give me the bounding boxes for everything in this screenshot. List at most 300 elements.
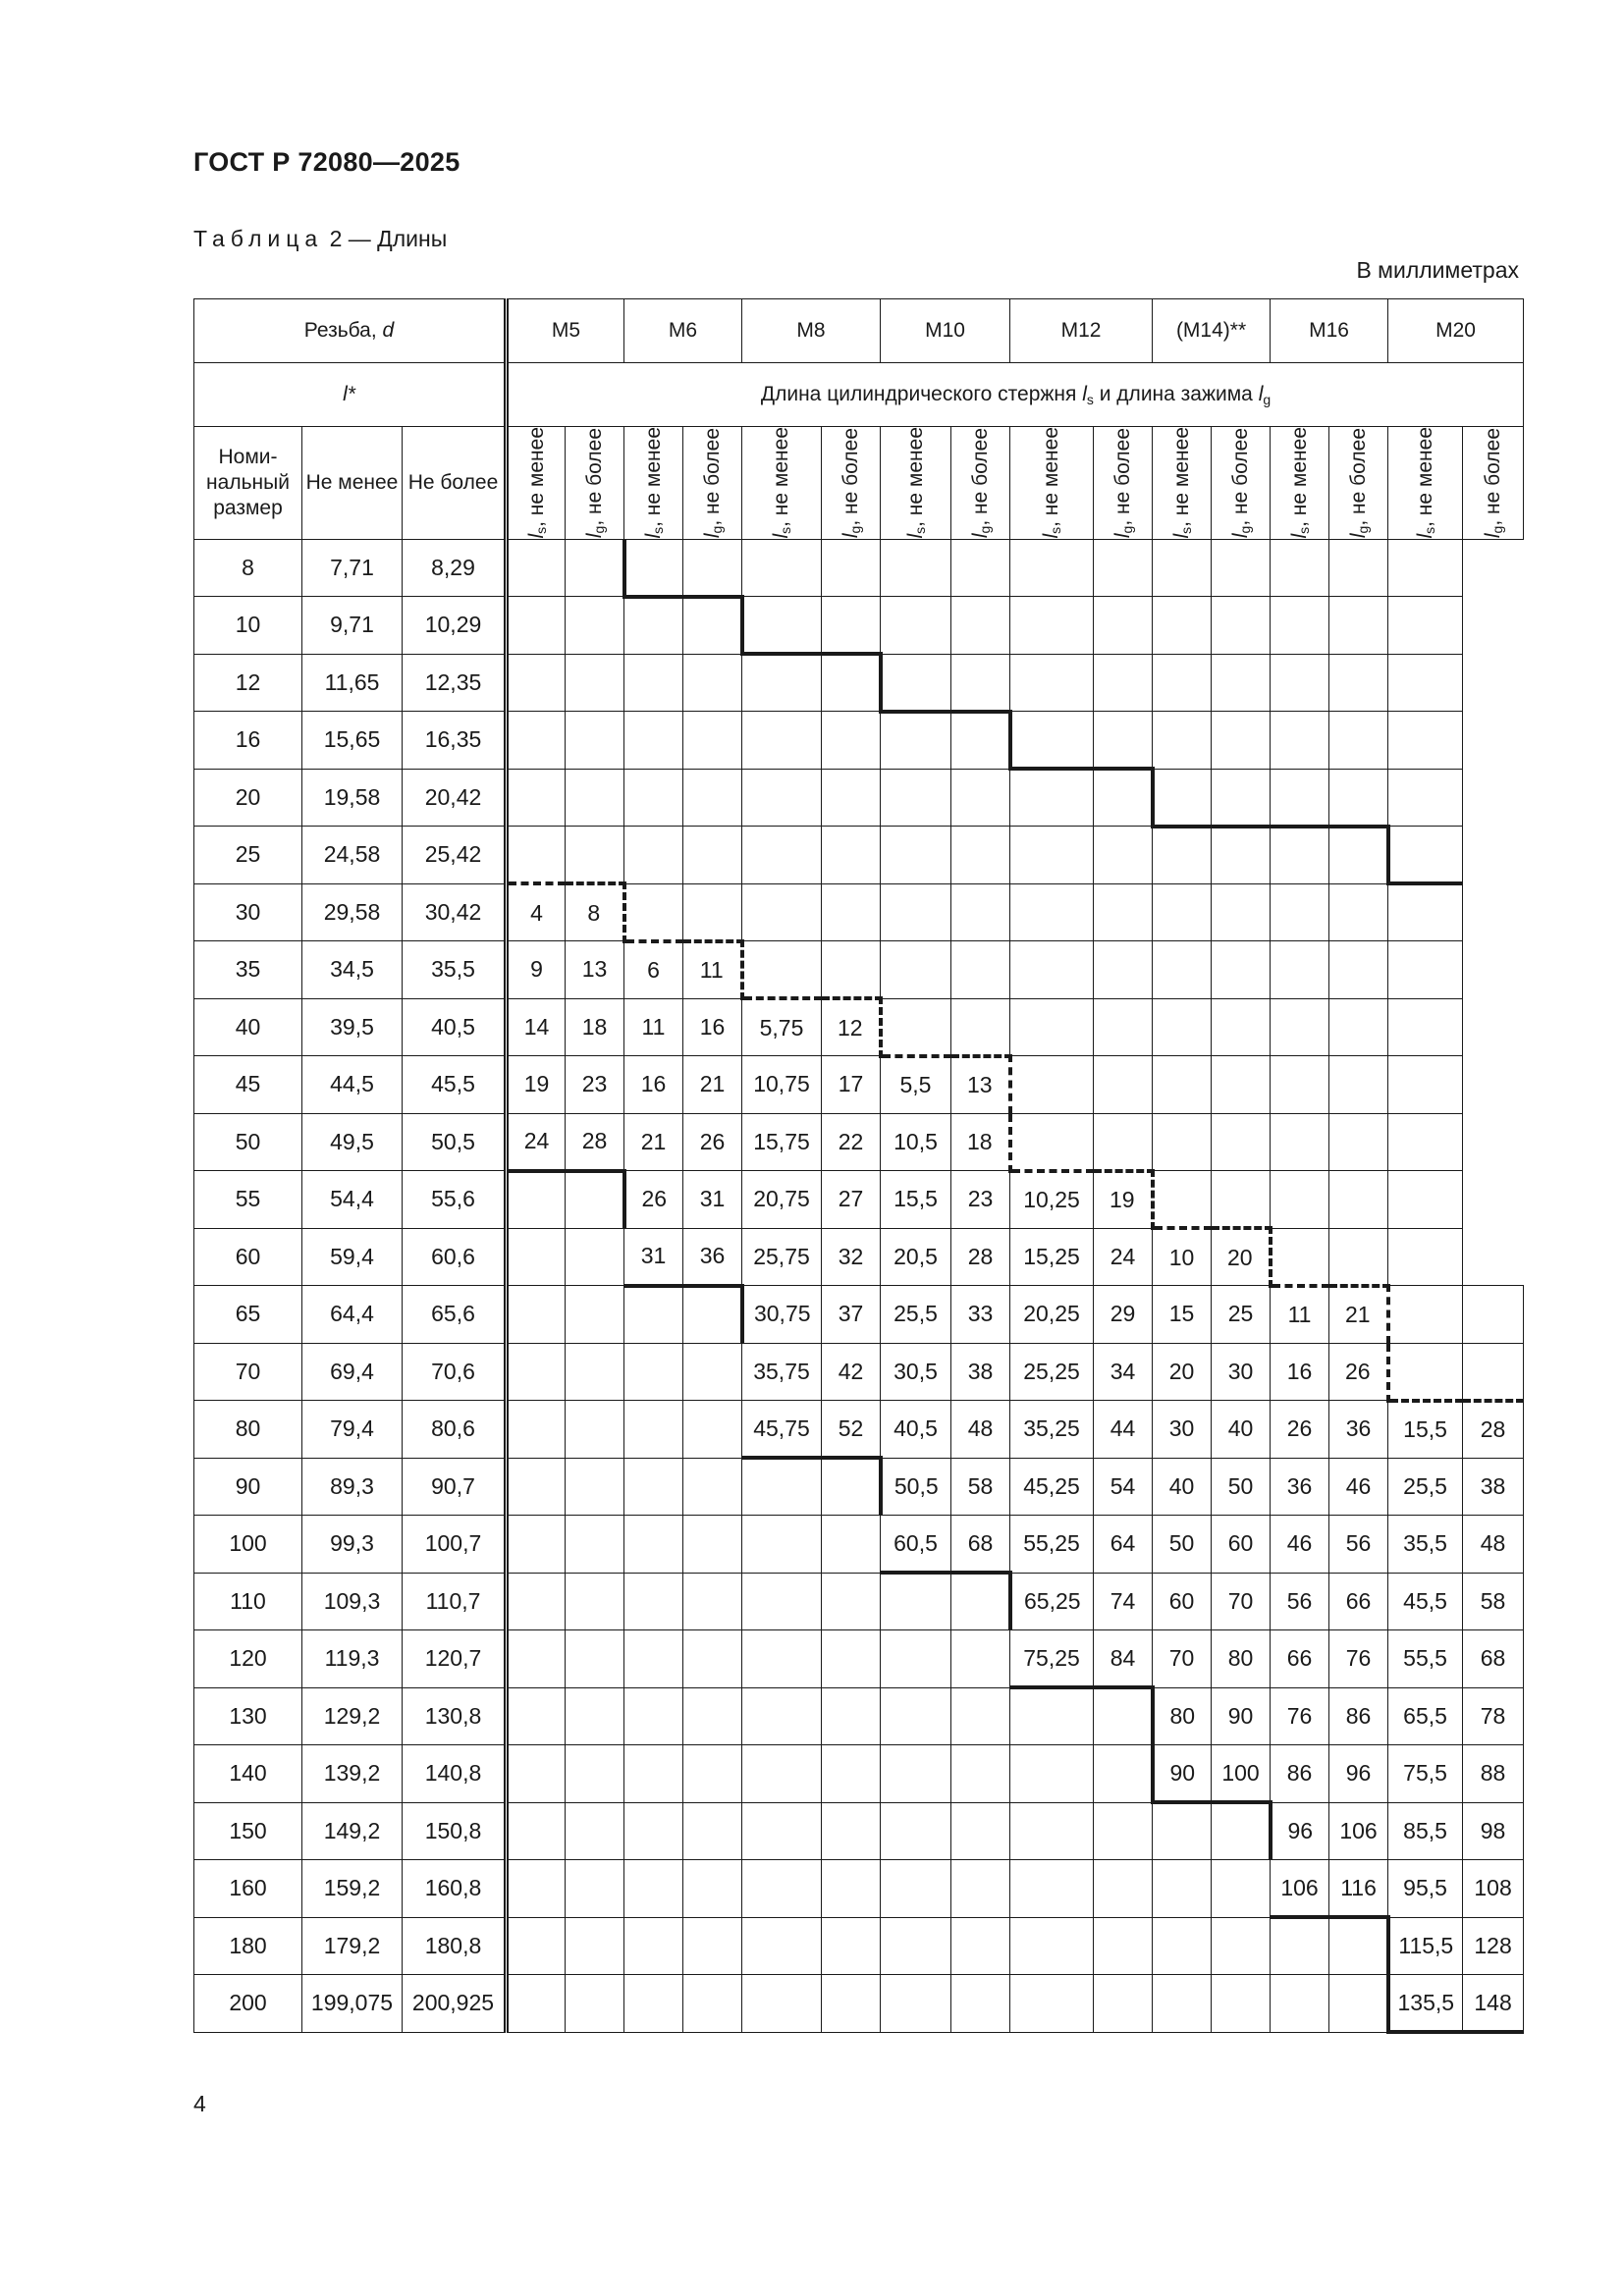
value-cell: 50,5 xyxy=(881,1458,951,1516)
length-cell: 34,5 xyxy=(302,941,403,999)
value-cell xyxy=(624,1917,683,1975)
value-cell: 10,5 xyxy=(881,1113,951,1171)
value-cell xyxy=(1463,1286,1524,1344)
value-cell xyxy=(881,1917,951,1975)
value-cell: 16 xyxy=(1271,1343,1329,1401)
value-cell: 60 xyxy=(1153,1573,1212,1630)
value-cell xyxy=(683,769,742,827)
table-row xyxy=(194,1228,1524,1286)
value-cell xyxy=(1153,998,1212,1056)
length-cell: 20 xyxy=(194,769,302,827)
length-cell: 55,6 xyxy=(403,1171,507,1229)
value-cell xyxy=(1094,1687,1153,1745)
table-row xyxy=(194,654,1524,712)
size-header: M12 xyxy=(1010,299,1153,363)
value-cell xyxy=(683,1917,742,1975)
value-cell xyxy=(1010,1056,1094,1114)
value-cell xyxy=(624,1401,683,1459)
value-cell xyxy=(1010,1802,1094,1860)
ls-min-header: $l_s$, не менее xyxy=(1271,427,1329,540)
value-cell: 55,5 xyxy=(1388,1630,1463,1688)
value-cell xyxy=(1010,1860,1094,1918)
value-cell xyxy=(566,712,624,770)
value-cell xyxy=(507,1860,566,1918)
table-row xyxy=(194,539,1524,597)
lg-max-header: $l_g$, не более xyxy=(683,427,742,540)
length-cell: 100,7 xyxy=(403,1516,507,1574)
length-cell: 40 xyxy=(194,998,302,1056)
value-cell xyxy=(742,1860,822,1918)
value-cell xyxy=(1329,941,1388,999)
value-cell xyxy=(1153,1171,1212,1229)
value-cell xyxy=(683,1573,742,1630)
value-cell: 38 xyxy=(951,1343,1010,1401)
page-number: 4 xyxy=(193,2091,206,2116)
value-cell: 96 xyxy=(1271,1802,1329,1860)
value-cell xyxy=(742,712,822,770)
value-cell: 10,25 xyxy=(1010,1171,1094,1229)
value-cell xyxy=(881,769,951,827)
value-cell: 16 xyxy=(683,998,742,1056)
value-cell: 55,25 xyxy=(1010,1516,1094,1574)
value-cell: 36 xyxy=(683,1228,742,1286)
value-cell xyxy=(1010,1975,1094,2033)
length-cell: 69,4 xyxy=(302,1343,403,1401)
value-cell: 12 xyxy=(822,998,881,1056)
value-cell xyxy=(742,1975,822,2033)
length-cell: 179,2 xyxy=(302,1917,403,1975)
length-cell: 90,7 xyxy=(403,1458,507,1516)
value-cell xyxy=(1153,1056,1212,1114)
value-cell xyxy=(1212,1860,1271,1918)
value-cell xyxy=(1212,654,1271,712)
value-cell xyxy=(566,1573,624,1630)
value-cell: 80 xyxy=(1212,1630,1271,1688)
value-cell xyxy=(742,1458,822,1516)
value-cell xyxy=(742,1687,822,1745)
value-cell: 106 xyxy=(1271,1860,1329,1918)
value-cell xyxy=(566,827,624,884)
ls-min-header: $l_s$, не менее xyxy=(881,427,951,540)
table-row xyxy=(194,712,1524,770)
value-cell xyxy=(742,654,822,712)
value-cell: 15,75 xyxy=(742,1113,822,1171)
value-cell: 26 xyxy=(624,1171,683,1229)
value-cell xyxy=(624,712,683,770)
table-row xyxy=(194,827,1524,884)
value-cell xyxy=(822,1687,881,1745)
value-cell xyxy=(1153,539,1212,597)
value-cell: 32 xyxy=(822,1228,881,1286)
value-cell xyxy=(742,1917,822,1975)
length-title: Длина цилиндрического стержня $l_s$ и длина зажима $l_g$ xyxy=(507,363,1524,427)
length-cell: 10,29 xyxy=(403,597,507,655)
value-cell xyxy=(1010,1113,1094,1171)
l-header: l* xyxy=(194,363,507,427)
table-row xyxy=(194,1975,1524,2033)
value-cell: 96 xyxy=(1329,1745,1388,1803)
value-cell: 33 xyxy=(951,1286,1010,1344)
value-cell xyxy=(1388,654,1463,712)
value-cell: 86 xyxy=(1329,1687,1388,1745)
ls-min-header: $l_s$, не менее xyxy=(742,427,822,540)
value-cell xyxy=(624,1860,683,1918)
value-cell xyxy=(1094,998,1153,1056)
value-cell xyxy=(566,1516,624,1574)
value-cell: 108 xyxy=(1463,1860,1524,1918)
value-cell xyxy=(1094,827,1153,884)
length-cell: 11,65 xyxy=(302,654,403,712)
length-cell: 80,6 xyxy=(403,1401,507,1459)
value-cell xyxy=(624,1286,683,1344)
value-cell xyxy=(742,1516,822,1574)
value-cell xyxy=(881,827,951,884)
value-cell: 58 xyxy=(951,1458,1010,1516)
value-cell xyxy=(742,1573,822,1630)
value-cell xyxy=(1212,712,1271,770)
value-cell xyxy=(1153,1860,1212,1918)
length-cell: 200 xyxy=(194,1975,302,2033)
value-cell: 21 xyxy=(624,1113,683,1171)
lg-max-header: $l_g$, не более xyxy=(566,427,624,540)
value-cell: 18 xyxy=(566,998,624,1056)
value-cell xyxy=(566,539,624,597)
length-cell: 30 xyxy=(194,883,302,941)
value-cell: 66 xyxy=(1329,1573,1388,1630)
table-row xyxy=(194,1745,1524,1803)
value-cell xyxy=(566,1458,624,1516)
value-cell: 17 xyxy=(822,1056,881,1114)
value-cell xyxy=(624,597,683,655)
value-cell xyxy=(1271,1056,1329,1114)
value-cell xyxy=(624,654,683,712)
value-cell xyxy=(624,1516,683,1574)
value-cell: 74 xyxy=(1094,1573,1153,1630)
value-cell: 148 xyxy=(1463,1975,1524,2033)
value-cell xyxy=(1271,1917,1329,1975)
value-cell xyxy=(1094,1860,1153,1918)
value-cell xyxy=(1094,1975,1153,2033)
value-cell xyxy=(881,1975,951,2033)
value-cell: 40 xyxy=(1153,1458,1212,1516)
length-cell: 20,42 xyxy=(403,769,507,827)
value-cell xyxy=(507,1286,566,1344)
value-cell xyxy=(1010,712,1094,770)
value-cell xyxy=(822,1975,881,2033)
value-cell xyxy=(1271,769,1329,827)
length-cell: 120 xyxy=(194,1630,302,1688)
value-cell: 88 xyxy=(1463,1745,1524,1803)
value-cell xyxy=(624,1343,683,1401)
ls-min-header: $l_s$, не менее xyxy=(624,427,683,540)
value-cell xyxy=(1010,941,1094,999)
value-cell: 25 xyxy=(1212,1286,1271,1344)
value-cell xyxy=(1094,941,1153,999)
value-cell xyxy=(507,769,566,827)
value-cell xyxy=(1329,539,1388,597)
value-cell xyxy=(1388,883,1463,941)
lg-max-header: $l_g$, не более xyxy=(951,427,1010,540)
length-cell: 49,5 xyxy=(302,1113,403,1171)
value-cell xyxy=(881,941,951,999)
value-cell xyxy=(566,1228,624,1286)
value-cell xyxy=(1329,1228,1388,1286)
value-cell xyxy=(507,827,566,884)
value-cell: 30,75 xyxy=(742,1286,822,1344)
length-cell: 60 xyxy=(194,1228,302,1286)
length-cell: 60,6 xyxy=(403,1228,507,1286)
value-cell xyxy=(507,1975,566,2033)
value-cell xyxy=(951,539,1010,597)
value-cell: 90 xyxy=(1212,1687,1271,1745)
table-row xyxy=(194,1917,1524,1975)
length-cell: 200,925 xyxy=(403,1975,507,2033)
value-cell xyxy=(1271,941,1329,999)
value-cell xyxy=(507,654,566,712)
ls-min-header: $l_s$, не менее xyxy=(1153,427,1212,540)
value-cell xyxy=(822,1458,881,1516)
length-cell: 16,35 xyxy=(403,712,507,770)
value-cell xyxy=(822,1573,881,1630)
value-cell xyxy=(1329,712,1388,770)
value-cell: 66 xyxy=(1271,1630,1329,1688)
value-cell xyxy=(951,1573,1010,1630)
units-label: В миллиметрах xyxy=(1356,257,1519,283)
value-cell xyxy=(1212,539,1271,597)
table-row xyxy=(194,883,1524,941)
length-cell: 50,5 xyxy=(403,1113,507,1171)
value-cell: 40,5 xyxy=(881,1401,951,1459)
value-cell xyxy=(1010,1687,1094,1745)
value-cell xyxy=(1153,654,1212,712)
value-cell: 90 xyxy=(1153,1745,1212,1803)
value-cell: 15,5 xyxy=(1388,1401,1463,1459)
ls-min-header: $l_s$, не менее xyxy=(1388,427,1463,540)
value-cell xyxy=(1153,712,1212,770)
length-cell: 35,5 xyxy=(403,941,507,999)
value-cell: 21 xyxy=(683,1056,742,1114)
length-cell: 29,58 xyxy=(302,883,403,941)
value-cell: 50 xyxy=(1153,1516,1212,1574)
value-cell xyxy=(951,1802,1010,1860)
value-cell xyxy=(1212,883,1271,941)
value-cell: 25,5 xyxy=(881,1286,951,1344)
size-header: M20 xyxy=(1388,299,1524,363)
lg-max-header: $l_g$, не более xyxy=(1463,427,1524,540)
col-min: Не менее xyxy=(302,427,403,540)
value-cell: 48 xyxy=(951,1401,1010,1459)
value-cell: 75,25 xyxy=(1010,1630,1094,1688)
document-title: ГОСТ Р 72080—2025 xyxy=(193,147,460,177)
value-cell xyxy=(683,1802,742,1860)
table-row xyxy=(194,1401,1524,1459)
length-cell: 150,8 xyxy=(403,1802,507,1860)
value-cell: 24 xyxy=(507,1113,566,1171)
value-cell: 23 xyxy=(566,1056,624,1114)
value-cell xyxy=(683,1516,742,1574)
value-cell xyxy=(1388,1113,1463,1171)
value-cell: 45,5 xyxy=(1388,1573,1463,1630)
value-cell: 28 xyxy=(566,1113,624,1171)
value-cell xyxy=(507,1171,566,1229)
value-cell: 70 xyxy=(1153,1630,1212,1688)
value-cell xyxy=(1094,539,1153,597)
table-row xyxy=(194,1573,1524,1630)
value-cell xyxy=(742,941,822,999)
value-cell xyxy=(1271,1171,1329,1229)
value-cell: 26 xyxy=(1271,1401,1329,1459)
value-cell xyxy=(742,597,822,655)
value-cell xyxy=(1010,654,1094,712)
value-cell: 24 xyxy=(1094,1228,1153,1286)
table-row xyxy=(194,998,1524,1056)
value-cell xyxy=(1010,597,1094,655)
value-cell xyxy=(822,1860,881,1918)
value-cell xyxy=(1212,597,1271,655)
value-cell: 34 xyxy=(1094,1343,1153,1401)
value-cell xyxy=(683,654,742,712)
value-cell xyxy=(507,1516,566,1574)
length-cell: 149,2 xyxy=(302,1802,403,1860)
value-cell: 78 xyxy=(1463,1687,1524,1745)
value-cell xyxy=(507,1228,566,1286)
table-row xyxy=(194,1516,1524,1574)
value-cell xyxy=(1153,827,1212,884)
value-cell xyxy=(822,1745,881,1803)
length-cell: 150 xyxy=(194,1802,302,1860)
value-cell xyxy=(951,597,1010,655)
value-cell xyxy=(624,827,683,884)
value-cell: 25,75 xyxy=(742,1228,822,1286)
value-cell: 70 xyxy=(1212,1573,1271,1630)
length-cell: 54,4 xyxy=(302,1171,403,1229)
value-cell xyxy=(822,941,881,999)
value-cell: 10 xyxy=(1153,1228,1212,1286)
value-cell xyxy=(1271,1113,1329,1171)
value-cell: 11 xyxy=(683,941,742,999)
value-cell: 95,5 xyxy=(1388,1860,1463,1918)
table-row xyxy=(194,1286,1524,1344)
value-cell: 20 xyxy=(1153,1343,1212,1401)
value-cell: 128 xyxy=(1463,1917,1524,1975)
size-header: M5 xyxy=(507,299,624,363)
value-cell xyxy=(1212,941,1271,999)
value-cell xyxy=(507,597,566,655)
value-cell: 76 xyxy=(1329,1630,1388,1688)
value-cell: 35,75 xyxy=(742,1343,822,1401)
value-cell xyxy=(1010,769,1094,827)
value-cell xyxy=(1388,1286,1463,1344)
value-cell xyxy=(881,654,951,712)
value-cell xyxy=(507,1573,566,1630)
value-cell: 60,5 xyxy=(881,1516,951,1574)
value-cell: 18 xyxy=(951,1113,1010,1171)
value-cell xyxy=(1010,1917,1094,1975)
length-cell: 59,4 xyxy=(302,1228,403,1286)
value-cell xyxy=(1212,769,1271,827)
value-cell: 28 xyxy=(1463,1401,1524,1459)
table-row xyxy=(194,769,1524,827)
value-cell xyxy=(507,712,566,770)
value-cell xyxy=(881,1630,951,1688)
value-cell xyxy=(951,1745,1010,1803)
value-cell xyxy=(507,1917,566,1975)
value-cell xyxy=(1388,1056,1463,1114)
value-cell: 11 xyxy=(624,998,683,1056)
value-cell: 80 xyxy=(1153,1687,1212,1745)
length-cell: 45 xyxy=(194,1056,302,1114)
value-cell xyxy=(507,1401,566,1459)
value-cell xyxy=(822,712,881,770)
value-cell xyxy=(1388,998,1463,1056)
value-cell xyxy=(683,712,742,770)
value-cell xyxy=(566,1745,624,1803)
value-cell: 5,5 xyxy=(881,1056,951,1114)
value-cell xyxy=(1388,712,1463,770)
value-cell xyxy=(507,1687,566,1745)
value-cell xyxy=(822,1516,881,1574)
value-cell xyxy=(507,1630,566,1688)
value-cell: 106 xyxy=(1329,1802,1388,1860)
thread-header: Резьба, d xyxy=(194,299,507,363)
value-cell xyxy=(1329,1056,1388,1114)
value-cell xyxy=(566,654,624,712)
value-cell xyxy=(822,597,881,655)
lg-max-header: $l_g$, не более xyxy=(1212,427,1271,540)
value-cell: 64 xyxy=(1094,1516,1153,1574)
length-cell: 119,3 xyxy=(302,1630,403,1688)
value-cell: 68 xyxy=(951,1516,1010,1574)
value-cell: 29 xyxy=(1094,1286,1153,1344)
value-cell xyxy=(881,1745,951,1803)
value-cell: 135,5 xyxy=(1388,1975,1463,2033)
value-cell xyxy=(624,883,683,941)
value-cell xyxy=(1271,712,1329,770)
length-cell: 160 xyxy=(194,1860,302,1918)
value-cell xyxy=(1329,827,1388,884)
value-cell: 65,5 xyxy=(1388,1687,1463,1745)
length-cell: 44,5 xyxy=(302,1056,403,1114)
value-cell xyxy=(881,1573,951,1630)
table-row xyxy=(194,597,1524,655)
value-cell: 15,25 xyxy=(1010,1228,1094,1286)
value-cell: 56 xyxy=(1329,1516,1388,1574)
value-cell xyxy=(1329,1113,1388,1171)
value-cell xyxy=(683,1343,742,1401)
value-cell: 46 xyxy=(1271,1516,1329,1574)
value-cell xyxy=(1212,1975,1271,2033)
value-cell xyxy=(742,539,822,597)
length-cell: 100 xyxy=(194,1516,302,1574)
length-cell: 130 xyxy=(194,1687,302,1745)
value-cell xyxy=(566,1630,624,1688)
value-cell xyxy=(951,1975,1010,2033)
value-cell: 45,25 xyxy=(1010,1458,1094,1516)
table-row xyxy=(194,1630,1524,1688)
value-cell xyxy=(951,998,1010,1056)
value-cell xyxy=(624,539,683,597)
length-cell: 109,3 xyxy=(302,1573,403,1630)
length-cell: 120,7 xyxy=(403,1630,507,1688)
value-cell xyxy=(881,883,951,941)
value-cell xyxy=(1212,1056,1271,1114)
col-nominal-size: Номи-нальный размер xyxy=(194,427,302,540)
value-cell: 20,25 xyxy=(1010,1286,1094,1344)
length-cell: 16 xyxy=(194,712,302,770)
value-cell xyxy=(822,827,881,884)
length-cell: 160,8 xyxy=(403,1860,507,1918)
value-cell xyxy=(1329,883,1388,941)
